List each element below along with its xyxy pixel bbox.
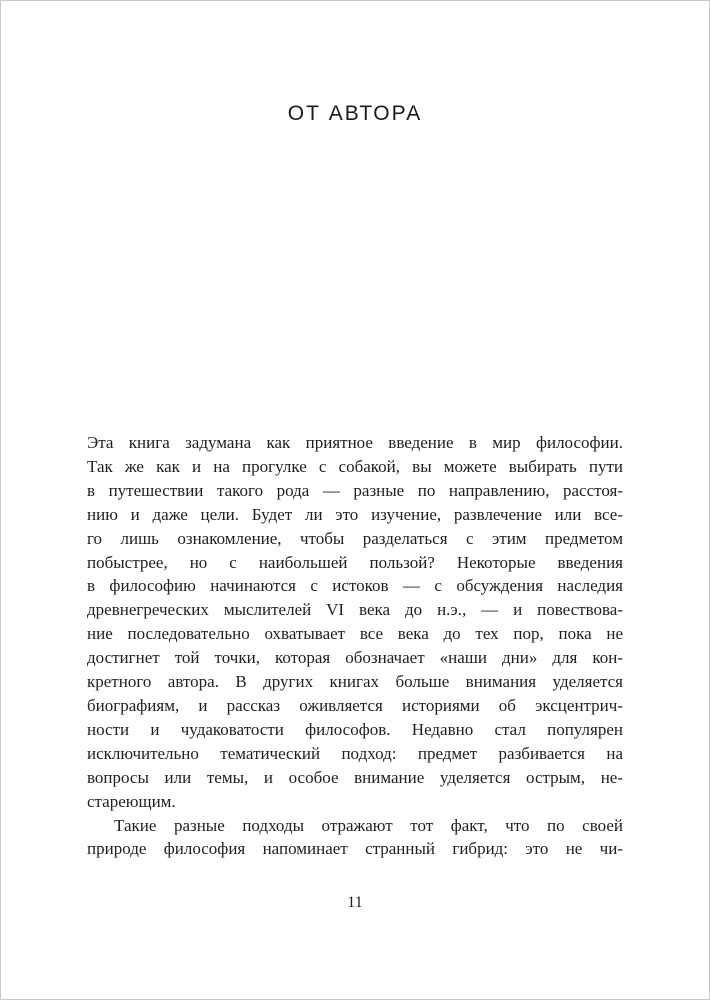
text-line: нию и даже цели. Будет ли это изучение, развлечение или все-	[87, 504, 623, 524]
body-text	[87, 431, 623, 861]
text-line: природе философия напоминает странный гибрид: это не чи-	[87, 839, 623, 859]
text-line: Такие разные подходы отражают тот факт, что по своей	[114, 815, 623, 835]
text-line: в философию начинаются с истоков — с обсуждения наследия	[87, 576, 623, 596]
text-line: вопросы или темы, и особое внимание уделяется острым, не-	[87, 767, 623, 787]
text-line: древнегреческих мыслителей VI века до н.э., — и повествова-	[87, 600, 623, 620]
text-line: стареющим.	[87, 791, 176, 811]
text-line: побыстрее, но с наибольшей пользой? Некоторые введения	[87, 552, 623, 572]
text-line: в путешествии такого рода — разные по направлению, расстоя-	[87, 480, 623, 500]
chapter-heading: ОТ АВТОРА	[287, 102, 423, 125]
text-line: Эта книга задумана как приятное введение в мир философии.	[87, 433, 623, 452]
text-line: достигнет той точки, которая обозначает «наши дни» для кон-	[87, 648, 623, 668]
text-line: го лишь ознакомление, чтобы разделаться с этим предметом	[87, 528, 623, 548]
text-line: биографиям, и рассказ оживляется историями об эксцентрич-	[87, 695, 623, 715]
text-line: исключительно тематический подход: предмет разбивается на	[87, 743, 623, 763]
text-line: Так же как и на прогулке с собакой, вы можете выбирать пути	[87, 456, 623, 476]
text-line: ние последовательно охватывает все века до тех пор, пока не	[87, 624, 623, 644]
text-line: кретного автора. В других книгах больше внимания уделяется	[87, 672, 623, 692]
page-number: 11	[347, 894, 363, 911]
text-line: ности и чудаковатости философов. Недавно стал популярен	[87, 719, 623, 739]
